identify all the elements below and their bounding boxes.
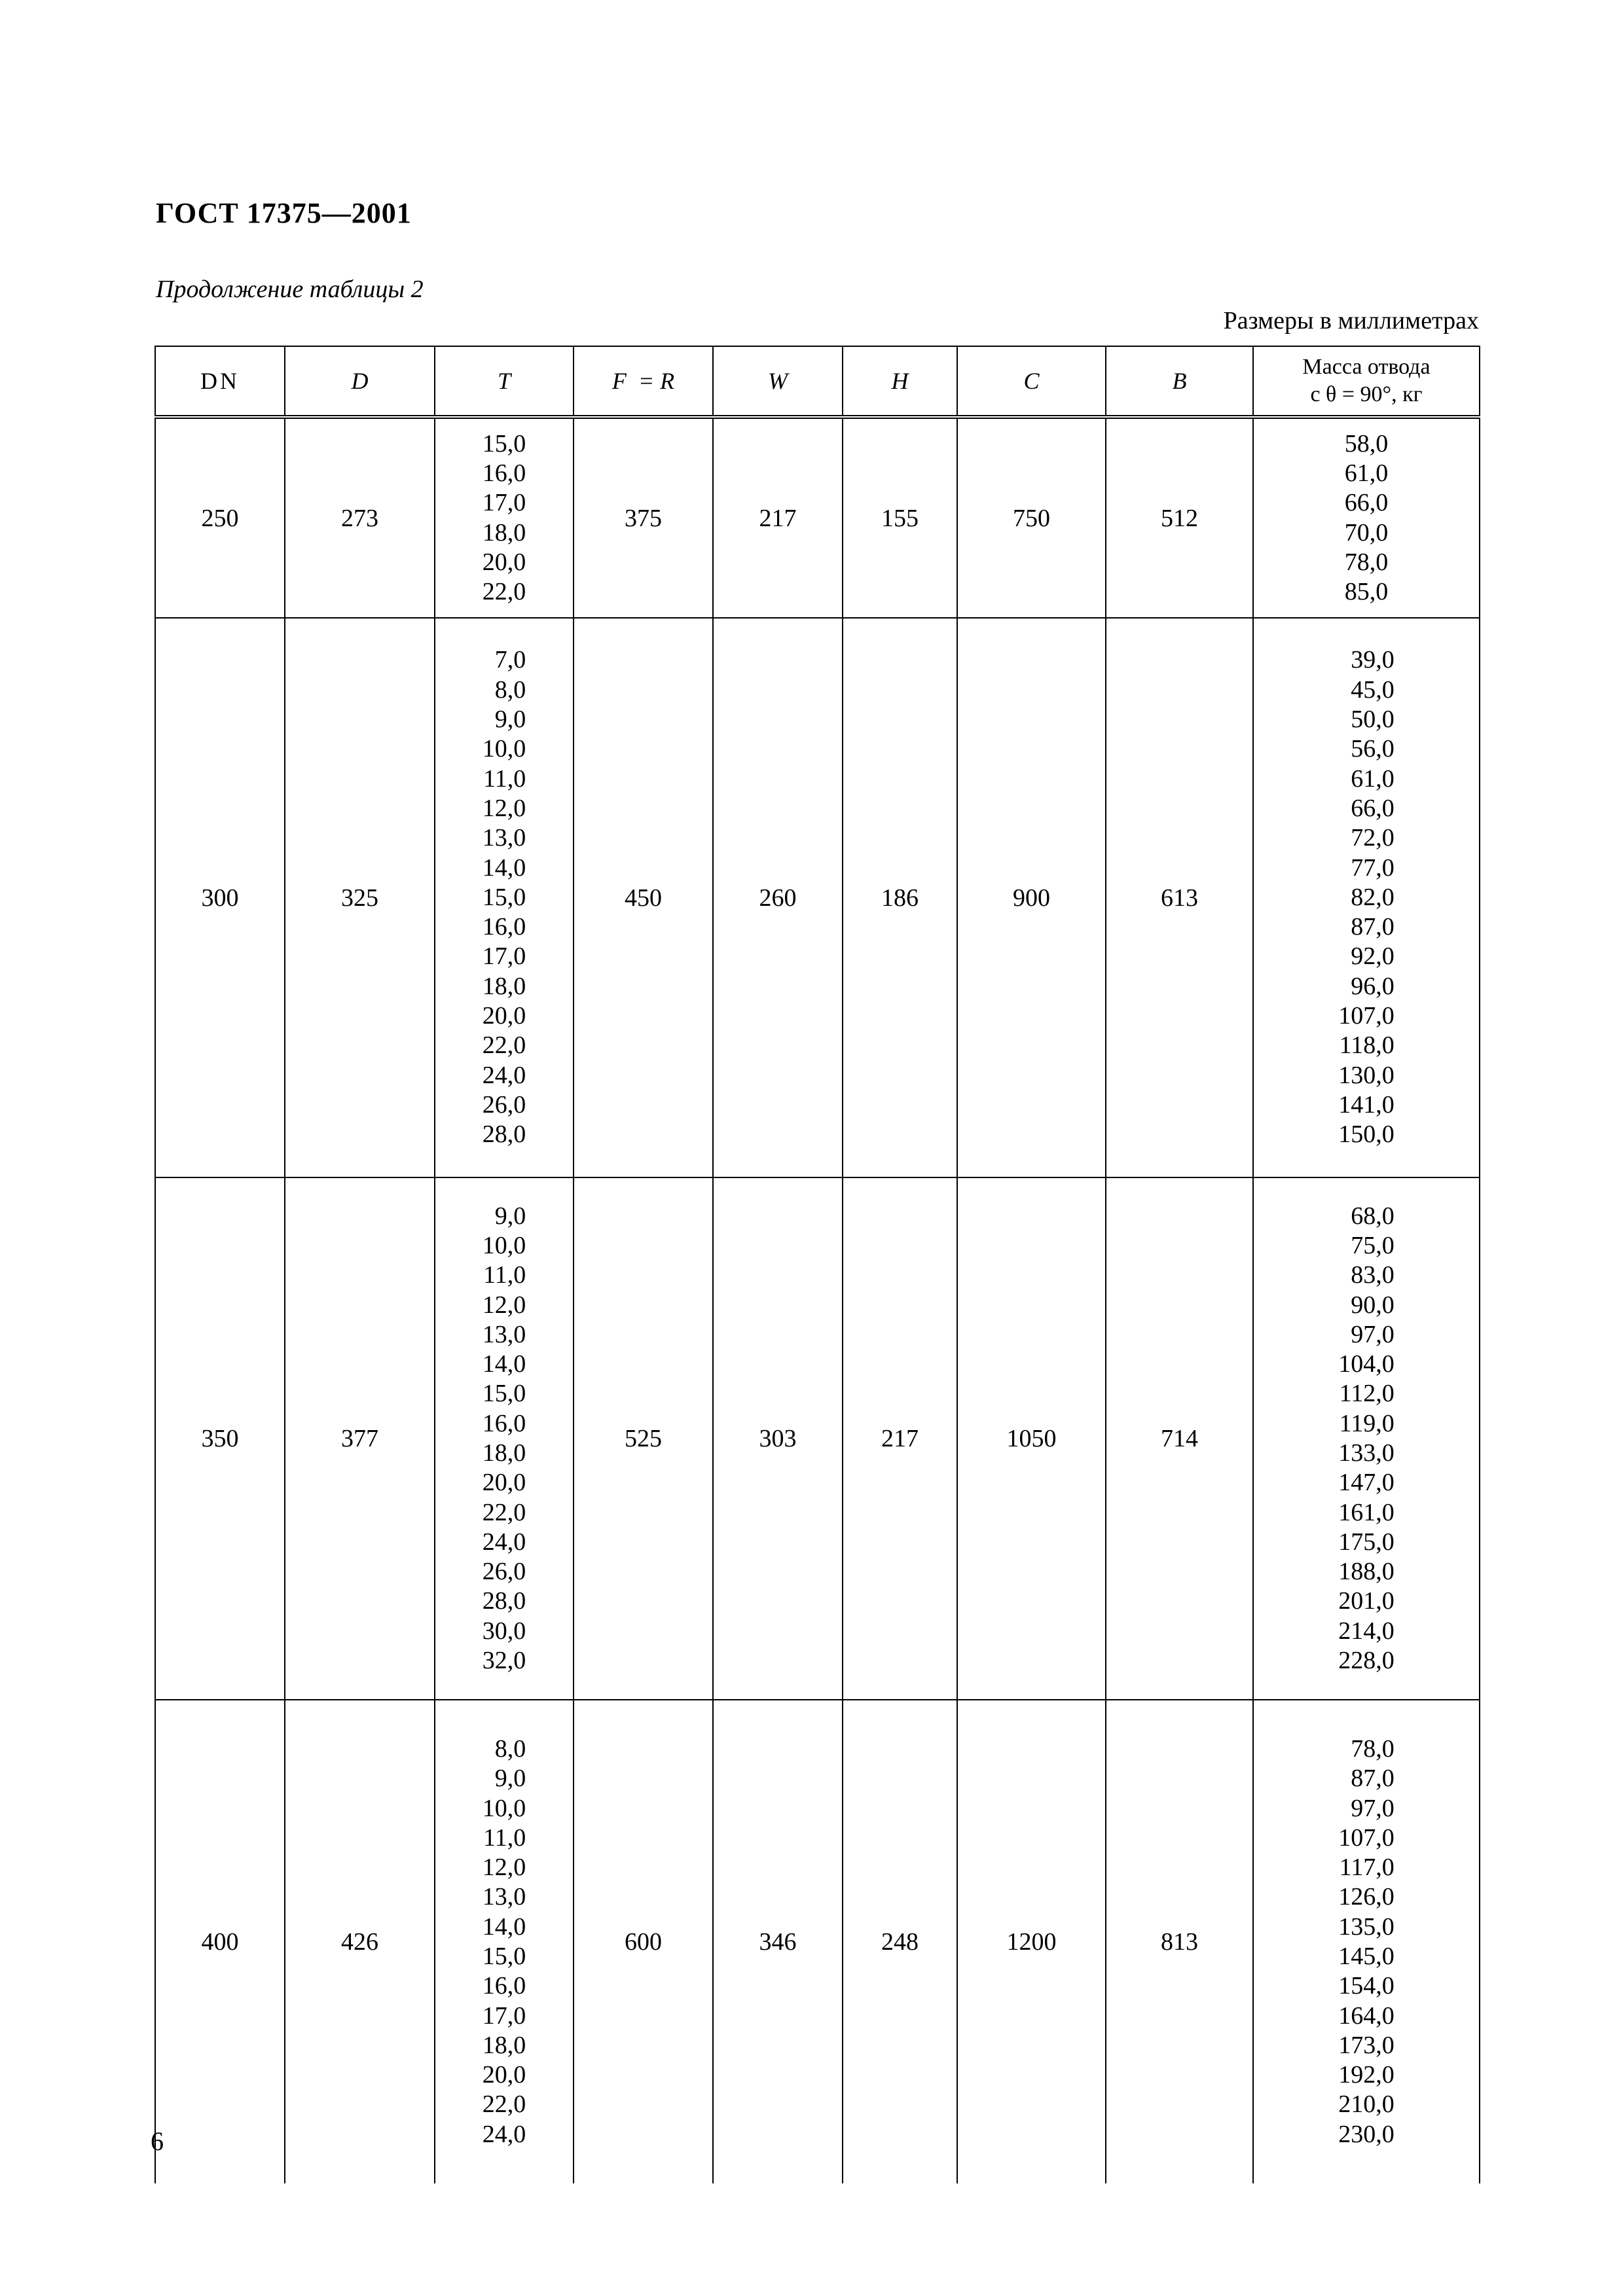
column-header-t: T bbox=[435, 346, 574, 417]
cell-t-value: 24,0 bbox=[482, 1061, 526, 1089]
cell-t-value: 8,0 bbox=[494, 1734, 526, 1763]
cell-t-value: 17,0 bbox=[482, 2001, 526, 2030]
cell-t-value: 10,0 bbox=[482, 1794, 526, 1822]
cell-mass-value: 154,0 bbox=[1338, 1972, 1395, 2000]
cell-mass-value: 104,0 bbox=[1338, 1350, 1395, 1378]
cell-mass-value: 75,0 bbox=[1351, 1231, 1395, 1259]
cell-mass-value: 72,0 bbox=[1351, 824, 1395, 852]
cell-t-value: 15,0 bbox=[482, 1943, 526, 1970]
cell-dn: 300 bbox=[155, 618, 285, 1177]
cell-mass-value: 77,0 bbox=[1351, 853, 1395, 882]
cell-d: 273 bbox=[285, 417, 435, 618]
cell-mass-value: 107,0 bbox=[1338, 1823, 1395, 1852]
cell-mass-value: 188,0 bbox=[1338, 1558, 1395, 1586]
cell-t-value: 20,0 bbox=[482, 2061, 526, 2089]
cell-mass-value: 97,0 bbox=[1351, 1794, 1395, 1822]
dimensions-table bbox=[155, 346, 1480, 2183]
cell-mass bbox=[1253, 1177, 1480, 1700]
cell-t-value: 32,0 bbox=[482, 1647, 526, 1675]
cell-mass bbox=[1253, 1700, 1480, 2183]
cell-mass-value: 97,0 bbox=[1351, 1320, 1395, 1348]
cell-f-r: 375 bbox=[574, 417, 713, 618]
cell-t-value: 20,0 bbox=[482, 1469, 526, 1497]
cell-t-value: 12,0 bbox=[482, 1854, 526, 1882]
cell-mass-value: 118,0 bbox=[1339, 1031, 1395, 1060]
cell-t-value: 26,0 bbox=[482, 1090, 526, 1119]
cell-t-value: 17,0 bbox=[482, 942, 526, 971]
cell-c: 750 bbox=[957, 417, 1106, 618]
column-header-mass bbox=[1253, 346, 1480, 417]
cell-t-value: 16,0 bbox=[482, 1409, 526, 1437]
cell-b: 613 bbox=[1106, 618, 1253, 1177]
cell-mass bbox=[1253, 618, 1480, 1177]
cell-t-value: 18,0 bbox=[482, 972, 526, 1000]
cell-mass-value: 192,0 bbox=[1338, 2061, 1395, 2089]
cell-mass-value: 87,0 bbox=[1351, 913, 1395, 941]
cell-t bbox=[435, 1177, 574, 1700]
cell-t-value: 16,0 bbox=[482, 913, 526, 941]
cell-mass-value: 161,0 bbox=[1338, 1498, 1395, 1526]
cell-mass-value: 92,0 bbox=[1351, 942, 1395, 971]
cell-t-value: 18,0 bbox=[482, 2031, 526, 2059]
cell-mass-value: 96,0 bbox=[1351, 972, 1395, 1000]
cell-mass-value: 78,0 bbox=[1344, 548, 1389, 576]
cell-mass-value: 230,0 bbox=[1338, 2120, 1395, 2148]
cell-t bbox=[435, 1700, 574, 2183]
cell-t-value: 22,0 bbox=[482, 1031, 526, 1060]
cell-t-value: 16,0 bbox=[482, 459, 526, 487]
cell-w: 303 bbox=[713, 1177, 843, 1700]
cell-mass-value: 173,0 bbox=[1338, 2031, 1395, 2059]
column-header-f-r: F = R bbox=[574, 346, 713, 417]
cell-d: 426 bbox=[285, 1700, 435, 2183]
cell-mass-value: 39,0 bbox=[1351, 646, 1395, 674]
mass-header-line-2: с θ = 90°, кг bbox=[1310, 382, 1423, 406]
cell-t-value: 7,0 bbox=[494, 646, 526, 674]
cell-t-value: 9,0 bbox=[494, 706, 526, 734]
cell-b: 512 bbox=[1106, 417, 1253, 618]
cell-mass-value: 126,0 bbox=[1338, 1883, 1395, 1911]
cell-t-value: 15,0 bbox=[482, 883, 526, 911]
cell-w: 260 bbox=[713, 618, 843, 1177]
cell-mass-value: 68,0 bbox=[1351, 1202, 1395, 1230]
cell-w: 217 bbox=[713, 417, 843, 618]
cell-h: 248 bbox=[843, 1700, 957, 2183]
cell-mass-value: 90,0 bbox=[1351, 1291, 1395, 1319]
cell-f-r: 600 bbox=[574, 1700, 713, 2183]
cell-mass-value: 135,0 bbox=[1338, 1912, 1395, 1941]
cell-t-value: 28,0 bbox=[482, 1121, 526, 1149]
cell-f-r: 525 bbox=[574, 1177, 713, 1700]
cell-t-value: 10,0 bbox=[482, 735, 526, 763]
page-number: 6 bbox=[151, 2126, 164, 2156]
cell-mass-value: 50,0 bbox=[1351, 706, 1395, 734]
cell-mass-value: 58,0 bbox=[1344, 429, 1389, 457]
cell-t-value: 12,0 bbox=[482, 1291, 526, 1319]
cell-t-value: 9,0 bbox=[494, 1202, 526, 1230]
cell-t-value: 11,0 bbox=[483, 764, 526, 793]
cell-d: 377 bbox=[285, 1177, 435, 1700]
cell-t-value: 10,0 bbox=[482, 1231, 526, 1259]
column-header-b: B bbox=[1106, 346, 1253, 417]
table-continuation-caption: Продолжение таблицы 2 bbox=[156, 276, 424, 303]
cell-mass-value: 66,0 bbox=[1344, 489, 1389, 517]
cell-t-value: 11,0 bbox=[483, 1261, 526, 1289]
cell-t-value: 18,0 bbox=[482, 1439, 526, 1467]
cell-mass-value: 66,0 bbox=[1351, 794, 1395, 822]
cell-t-value: 30,0 bbox=[482, 1617, 526, 1645]
cell-w: 346 bbox=[713, 1700, 843, 2183]
mass-header-line-1: Масса отвода bbox=[1302, 355, 1431, 379]
cell-t-value: 18,0 bbox=[482, 518, 526, 547]
cell-mass-value: 70,0 bbox=[1344, 518, 1389, 547]
cell-mass-value: 150,0 bbox=[1338, 1121, 1395, 1149]
cell-mass-value: 87,0 bbox=[1351, 1765, 1395, 1793]
cell-t-value: 13,0 bbox=[482, 1320, 526, 1348]
cell-c: 1050 bbox=[957, 1177, 1106, 1700]
table-row bbox=[155, 1177, 1480, 1700]
cell-t bbox=[435, 618, 574, 1177]
cell-mass-value: 61,0 bbox=[1351, 764, 1395, 793]
cell-t-value: 8,0 bbox=[494, 675, 526, 704]
cell-mass-value: 112,0 bbox=[1339, 1380, 1395, 1408]
cell-mass-value: 175,0 bbox=[1338, 1528, 1395, 1556]
cell-c: 900 bbox=[957, 618, 1106, 1177]
cell-t-value: 24,0 bbox=[482, 2120, 526, 2148]
column-header-c: C bbox=[957, 346, 1106, 417]
cell-f-r: 450 bbox=[574, 618, 713, 1177]
cell-b: 813 bbox=[1106, 1700, 1253, 2183]
cell-mass-value: 210,0 bbox=[1338, 2090, 1395, 2119]
cell-mass-value: 78,0 bbox=[1351, 1734, 1395, 1763]
cell-d: 325 bbox=[285, 618, 435, 1177]
cell-mass-value: 145,0 bbox=[1338, 1943, 1395, 1970]
table-body bbox=[155, 417, 1480, 2183]
table-row bbox=[155, 618, 1480, 1177]
cell-t-value: 16,0 bbox=[482, 1972, 526, 2000]
cell-mass-value: 107,0 bbox=[1338, 1002, 1395, 1030]
column-header-dn: DN bbox=[155, 346, 285, 417]
cell-t-value: 14,0 bbox=[482, 1350, 526, 1378]
cell-mass-value: 83,0 bbox=[1351, 1261, 1395, 1289]
cell-t-value: 15,0 bbox=[482, 429, 526, 457]
cell-mass-value: 130,0 bbox=[1338, 1061, 1395, 1089]
document-title: ГОСТ 17375—2001 bbox=[156, 197, 412, 229]
cell-h: 186 bbox=[843, 618, 957, 1177]
cell-mass-value: 214,0 bbox=[1338, 1617, 1395, 1645]
cell-t-value: 12,0 bbox=[482, 794, 526, 822]
units-note: Размеры в миллиметрах bbox=[1223, 307, 1479, 334]
column-header-w: W bbox=[713, 346, 843, 417]
cell-mass-value: 141,0 bbox=[1338, 1090, 1395, 1119]
cell-h: 155 bbox=[843, 417, 957, 618]
cell-t-value: 20,0 bbox=[482, 1002, 526, 1030]
column-header-d: D bbox=[285, 346, 435, 417]
cell-mass bbox=[1253, 417, 1480, 618]
table-row bbox=[155, 1700, 1480, 2183]
cell-t-value: 13,0 bbox=[482, 824, 526, 852]
cell-c: 1200 bbox=[957, 1700, 1106, 2183]
cell-t-value: 14,0 bbox=[482, 853, 526, 882]
cell-mass-value: 61,0 bbox=[1344, 459, 1389, 487]
cell-mass-value: 45,0 bbox=[1351, 675, 1395, 704]
cell-mass-value: 133,0 bbox=[1338, 1439, 1395, 1467]
cell-mass-value: 82,0 bbox=[1351, 883, 1395, 911]
cell-mass-value: 85,0 bbox=[1344, 578, 1389, 606]
cell-dn: 250 bbox=[155, 417, 285, 618]
column-header-h: H bbox=[843, 346, 957, 417]
cell-mass-value: 119,0 bbox=[1339, 1409, 1395, 1437]
cell-dn: 350 bbox=[155, 1177, 285, 1700]
cell-mass-value: 147,0 bbox=[1338, 1469, 1395, 1497]
cell-t-value: 14,0 bbox=[482, 1912, 526, 1941]
cell-h: 217 bbox=[843, 1177, 957, 1700]
cell-dn: 400 bbox=[155, 1700, 285, 2183]
cell-t-value: 22,0 bbox=[482, 1498, 526, 1526]
cell-t-value: 28,0 bbox=[482, 1587, 526, 1615]
cell-t-value: 24,0 bbox=[482, 1528, 526, 1556]
table-header-row bbox=[155, 346, 1480, 417]
cell-mass-value: 164,0 bbox=[1338, 2001, 1395, 2030]
cell-t-value: 17,0 bbox=[482, 489, 526, 517]
cell-t-value: 13,0 bbox=[482, 1883, 526, 1911]
cell-t bbox=[435, 417, 574, 618]
table-row bbox=[155, 417, 1480, 618]
cell-t-value: 15,0 bbox=[482, 1380, 526, 1408]
cell-mass-value: 228,0 bbox=[1338, 1647, 1395, 1675]
cell-t-value: 22,0 bbox=[482, 578, 526, 606]
cell-t-value: 20,0 bbox=[482, 548, 526, 576]
cell-mass-value: 117,0 bbox=[1339, 1854, 1395, 1882]
cell-b: 714 bbox=[1106, 1177, 1253, 1700]
cell-t-value: 9,0 bbox=[494, 1765, 526, 1793]
cell-mass-value: 56,0 bbox=[1351, 735, 1395, 763]
cell-mass-value: 201,0 bbox=[1338, 1587, 1395, 1615]
cell-t-value: 26,0 bbox=[482, 1558, 526, 1586]
cell-t-value: 22,0 bbox=[482, 2090, 526, 2119]
cell-t-value: 11,0 bbox=[483, 1823, 526, 1852]
